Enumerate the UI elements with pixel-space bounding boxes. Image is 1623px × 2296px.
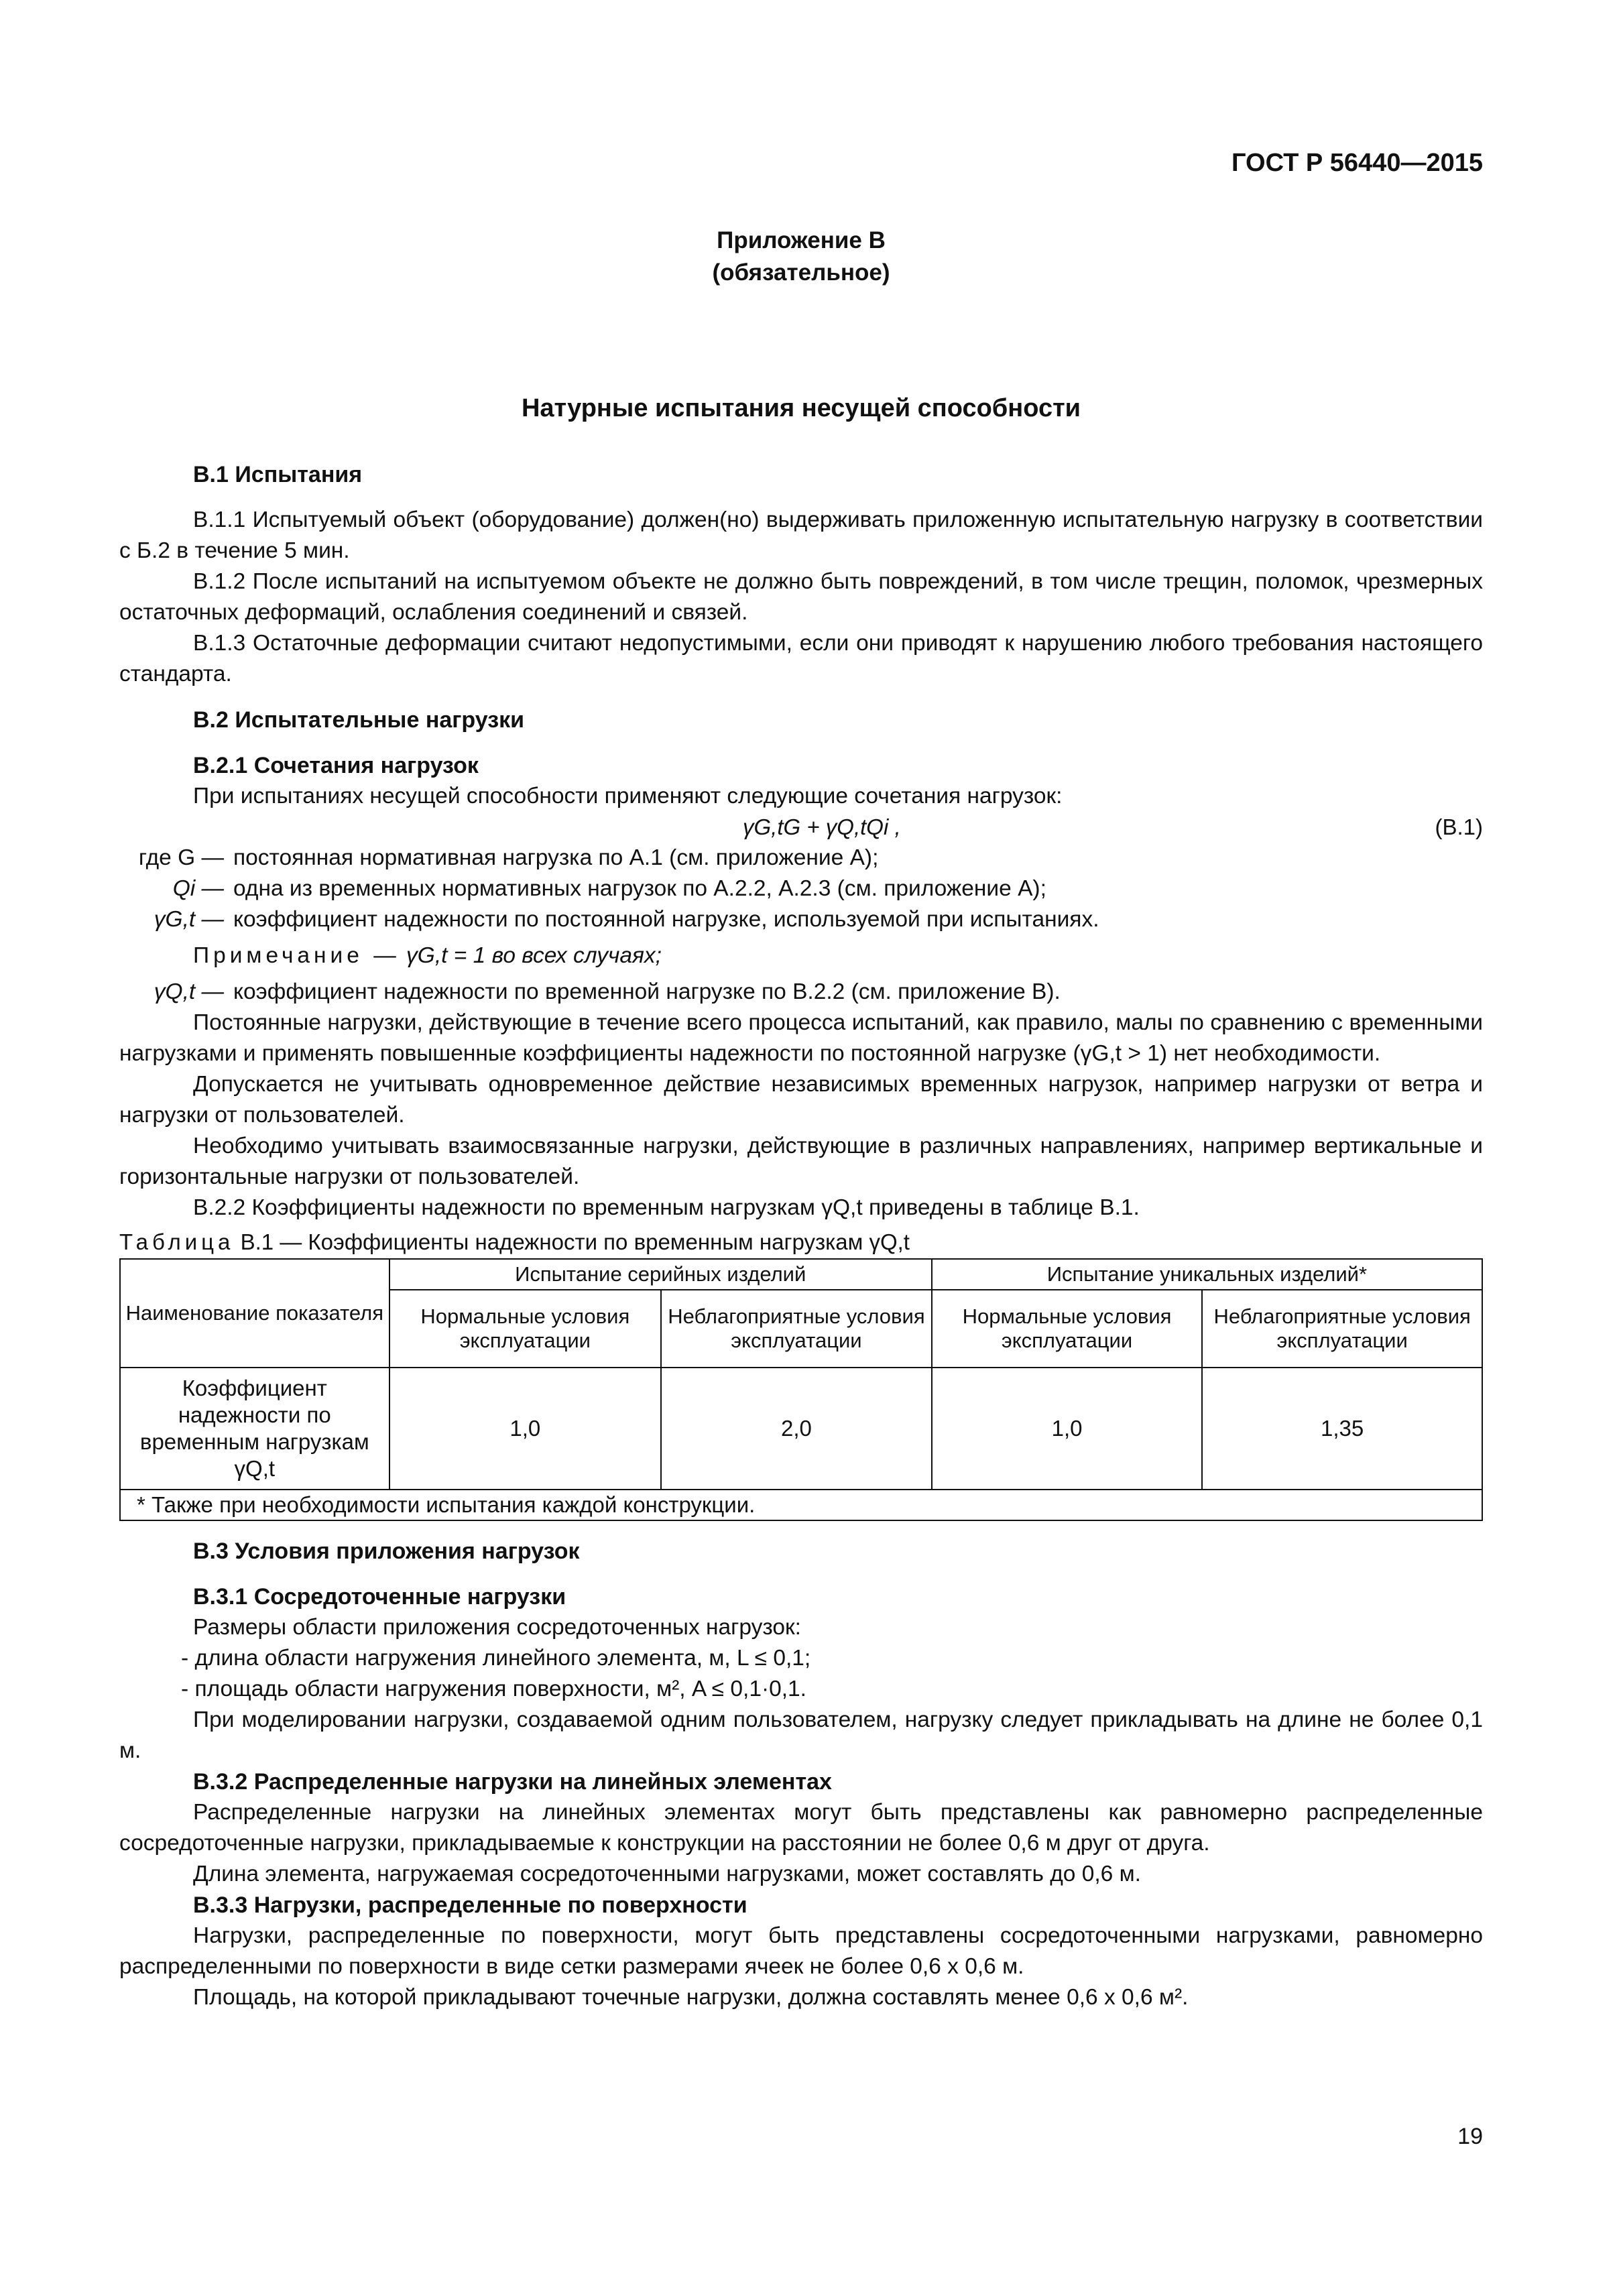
table-cell: 2,0 (661, 1368, 932, 1490)
table-header-cell: Нормальные условия эксплуатации (932, 1290, 1203, 1368)
paragraph-sizes: Размеры области приложения сосредоточенных нагрузок: (193, 1615, 801, 1640)
table-cell: 1,35 (1202, 1368, 1482, 1490)
note (119, 941, 1483, 971)
table-cell: 1,0 (389, 1368, 662, 1490)
paragraph-area: Площадь, на которой прикладывают точечные нагрузки, должна составлять менее 0,6 х 0,6 м². (193, 1985, 1189, 2010)
formula-number: (В.1) (1435, 814, 1483, 839)
appendix-label: Приложение В (717, 227, 886, 253)
table-header-cell: Испытание уникальных изделий* (932, 1259, 1482, 1290)
subsection-heading-b33: В.3.3 Нагрузки, распределенные по поверхности (193, 1892, 747, 1918)
where-item (119, 977, 1483, 1008)
table-header-row (120, 1259, 1482, 1290)
where-text: одна из временных нормативных нагрузок по А.2.2, А.2.3 (см. приложение А); (233, 876, 1046, 901)
table-caption-label: Таблица (119, 1229, 235, 1254)
list-item: - длина области нагружения линейного элемента, м, L ≤ 0,1; (181, 1646, 811, 1671)
where-symbol: γQ,t — (154, 979, 224, 1004)
table-header-cell: Неблагоприятные условия эксплуатации (1202, 1290, 1482, 1368)
where-item (119, 904, 1483, 935)
paragraph-modeling: При моделировании нагрузки, создаваемой одним пользователем, нагрузку следует прикладывать на длине не более 0,1 м. (119, 1707, 1483, 1763)
table-header-cell: Испытание серийных изделий (389, 1259, 932, 1290)
note-text: γG,t = 1 во всех случаях; (406, 943, 662, 968)
paragraph-surface: Нагрузки, распределенные по поверхности, могут быть представлены сосредоточенными нагрузками, равномерно распределенными по поверхности в виде сетки размерами ячеек не более 0,6 х 0,6 м. (119, 1923, 1483, 1979)
paragraph-distributed: Распределенные нагрузки на линейных элементах могут быть представлены как равномерно распределенные сосредоточенные нагрузки, прикладываемые к конструкции на расстоянии не более 0,6 м друг от друга. (119, 1800, 1483, 1856)
table-caption (119, 1227, 1483, 1257)
standard-header: ГОСТ Р 56440—2015 (1231, 149, 1483, 177)
document-page (119, 0, 1483, 2296)
table-header-cell: Наименование показателя (120, 1259, 389, 1368)
table-footnote: * Также при необходимости испытания каждой конструкции. (120, 1490, 1482, 1520)
section-heading-b1: В.1 Испытания (193, 462, 363, 487)
list-item: - площадь области нагружения поверхности, м², A ≤ 0,1·0,1. (181, 1677, 806, 1701)
subsection-heading-b21: В.2.1 Сочетания нагрузок (193, 753, 479, 778)
table-cell: 1,0 (932, 1368, 1203, 1490)
paragraph-b22: В.2.2 Коэффициенты надежности по временным нагрузкам γQ,t приведены в таблице В.1. (193, 1195, 1140, 1220)
formula-b1 (119, 812, 1483, 843)
paragraph-element-length: Длина элемента, нагружаемая сосредоточенными нагрузками, может составлять до 0,6 м. (193, 1862, 1141, 1886)
section-heading-b3: В.3 Условия приложения нагрузок (193, 1538, 580, 1564)
paragraph-b12: В.1.2 После испытаний на испытуемом объекте не должно быть повреждений, в том числе трещин, поломок, чрезмерных остаточных деформаций, ослабления соединений и связей. (119, 569, 1483, 625)
where-symbol: Qi — (172, 876, 224, 901)
where-item (119, 873, 1483, 904)
appendix-heading (119, 225, 1483, 289)
where-text: коэффициент надежности по временной нагрузке по В.2.2 (см. приложение В). (233, 979, 1061, 1004)
appendix-title: Натурные испытания несущей способности (521, 394, 1081, 422)
table-cell: Коэффициент надежности по временным нагрузкам γQ,t (120, 1368, 389, 1490)
paragraph-b13: В.1.3 Остаточные деформации считают недопустимыми, если они приводят к нарушению любого требования настоящего стандарта. (119, 631, 1483, 686)
paragraph-allowance: Допускается не учитывать одновременное действие независимых временных нагрузок, например нагрузки от ветра и нагрузки от пользователей. (119, 1072, 1483, 1128)
body-flow (119, 459, 1483, 2013)
where-item (119, 843, 1483, 873)
subsection-heading-b32: В.3.2 Распределенные нагрузки на линейных элементах (193, 1769, 832, 1795)
appendix-status: (обязательное) (712, 259, 890, 286)
section-heading-b2: В.2 Испытательные нагрузки (193, 707, 525, 733)
coefficients-table (119, 1258, 1483, 1521)
where-text: коэффициент надежности по постоянной нагрузке, используемой при испытаниях. (233, 907, 1099, 932)
table-row (120, 1368, 1482, 1490)
paragraph-constant-loads: Постоянные нагрузки, действующие в течение всего процесса испытаний, как правило, малы по сравнению с временными нагрузками и применять повышенные коэффициенты надежности по постоянной нагрузке (γG,t > 1) нет необходимости. (119, 1010, 1483, 1066)
note-label: Примечание — (193, 943, 400, 968)
where-symbol: γG,t — (154, 907, 224, 932)
where-text: постоянная нормативная нагрузка по А.1 (см. приложение А); (233, 845, 879, 870)
table-caption-text: В.1 — Коэффициенты надежности по временным нагрузкам γQ,t (240, 1229, 910, 1254)
page-number: 19 (1457, 2124, 1483, 2149)
table-header-cell: Неблагоприятные условия эксплуатации (661, 1290, 932, 1368)
table-footnote-row (120, 1490, 1482, 1520)
table-header-cell: Нормальные условия эксплуатации (389, 1290, 662, 1368)
where-symbol: где G — (138, 845, 224, 870)
subsection-heading-b31: В.3.1 Сосредоточенные нагрузки (193, 1584, 566, 1610)
paragraph-b11: В.1.1 Испытуемый объект (оборудование) должен(но) выдерживать приложенную испытательную нагрузку в соответствии с Б.2 в течение 5 мин. (119, 507, 1483, 563)
formula-expression: γG,tG + γQ,tQi , (743, 814, 901, 839)
paragraph-related-loads: Необходимо учитывать взаимосвязанные нагрузки, действующие в различных направлениях, например вертикальные и горизонтальные нагрузки от пользователей. (119, 1134, 1483, 1189)
paragraph-combinations-intro: При испытаниях несущей способности применяют следующие сочетания нагрузок: (193, 784, 1063, 808)
